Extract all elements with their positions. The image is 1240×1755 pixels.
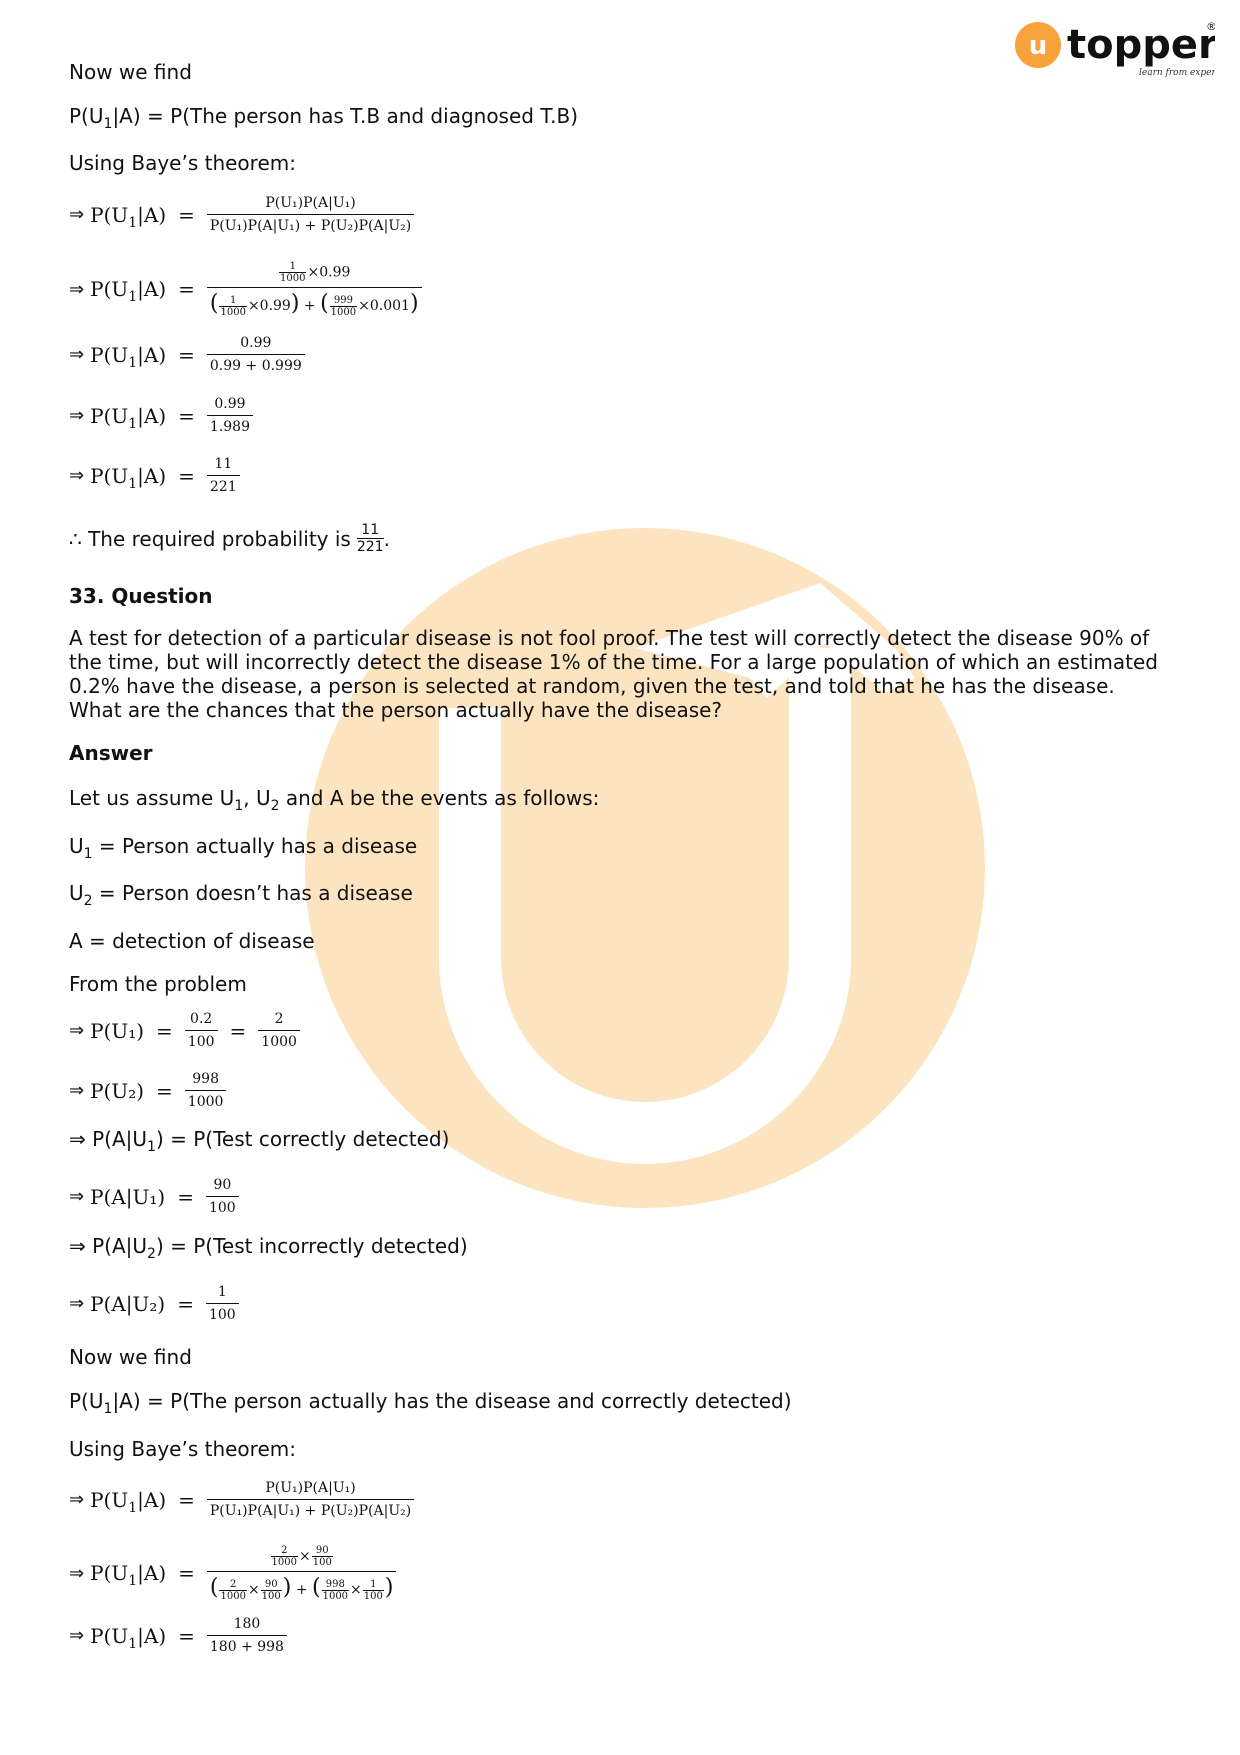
- fraction: [207, 396, 253, 435]
- def-lhs: P(U: [69, 104, 104, 128]
- implies-arrow: ⇒: [69, 344, 85, 365]
- equation-lhs: $P(U_1|A)$: [90, 1623, 167, 1652]
- a-definition: A = detection of disease: [69, 929, 315, 953]
- fraction: $\frac{90}{100}$: [206, 1177, 239, 1216]
- u2-definition: $U_2$ = Person doesn’t has a disease: [69, 881, 413, 909]
- fraction: $\frac{\text{P(U₁)P(A|U₁)}}{\text{P(U₁)P(A|U₁) + P(U₂)P(A|U₂)}}$: [207, 1480, 414, 1519]
- implies-arrow: ⇒: [69, 204, 85, 225]
- equation-lhs: P(A|U₁): [90, 1184, 166, 1209]
- denominator: ( $\frac{2}{1000}$ × $\frac{90}{100}$ ) + ( $\frac{998}{1000}$ × $\frac{1}{100}$ ): [207, 1571, 397, 1602]
- equation-lhs: $P(U_1|A)$: [90, 1561, 167, 1590]
- definition-line-2: $P(U_1|A) = P(The$ person actually has the disease and correctly detected): [69, 1389, 792, 1417]
- pau1-equation: ⇒ P(A|U₁) = $\frac{90}{100}$: [69, 1177, 239, 1216]
- u1-definition: $U_1$ = Person actually has a disease: [69, 834, 418, 862]
- fraction: $\frac{998}{1000}$: [185, 1071, 227, 1110]
- conclusion-text: ∴ The required probability is: [69, 526, 351, 551]
- question-heading: 33. Question: [69, 584, 213, 608]
- pau2-equation: ⇒ P(A|U₂) = $\frac{1}{100}$: [69, 1284, 239, 1323]
- fraction: $\frac{2}{1000}$: [258, 1011, 300, 1050]
- from-problem: From the problem: [69, 972, 247, 996]
- numerator: P(U₁)P(A|U₁): [265, 195, 356, 211]
- equation-lhs: $P(U_1|A)$: [90, 403, 167, 432]
- equation-4: [69, 396, 253, 435]
- equation-lhs: $P(U_1|A)$: [90, 202, 167, 231]
- fraction: $\frac{180}{180 + 998}$: [207, 1616, 287, 1655]
- fraction: [207, 335, 305, 374]
- equation-lhs: $P(U_1|A)$: [90, 277, 167, 306]
- bayes-equation-3: ⇒ $P(U_1|A)$ = $\frac{180}{180 + 998}$: [69, 1616, 287, 1655]
- svg-text:topper: topper: [1067, 22, 1215, 68]
- equals-sign: =: [178, 463, 195, 488]
- numerator: 0.99: [240, 335, 272, 351]
- equation-lhs: $P(U_1|A)$: [90, 1487, 167, 1516]
- fraction: $\frac{0.2}{100}$: [185, 1011, 218, 1050]
- denominator: ( $\frac{1}{1000}$ ×0.99) + ( $\frac{999}{1000}$ ×0.001): [207, 287, 422, 318]
- equals-sign: =: [178, 403, 195, 428]
- bayes-equation-2: ⇒ $P(U_1|A)$ = $\frac{2}{1000}$ × $\frac{90}{100}$ ( $\frac{2}{1000}$ × $\frac{90}{100}$ ) + ( $\frac{998}{1000}$ × $\frac{1}{100}$ ): [69, 1545, 396, 1602]
- implies-arrow: ⇒: [69, 278, 85, 300]
- fraction: $\frac{1}{100}$: [206, 1284, 239, 1323]
- bayes-equation-1: ⇒ $P(U_1|A)$ = $\frac{\text{P(U₁)P(A|U₁)}}{\text{P(U₁)P(A|U₁) + P(U₂)P(A|U₂)}}$: [69, 1480, 414, 1519]
- equation-lhs: $P(U_1|A)$: [90, 342, 167, 371]
- equals-sign: =: [178, 342, 195, 367]
- pau2-text: ⇒ $P(A|U_2)$ = P(Test incorrectly detected): [69, 1234, 468, 1262]
- equation-1: [69, 195, 414, 234]
- pu1-equation: ⇒ P(U₁) = $\frac{0.2}{100}$ = $\frac{2}{1000}$: [69, 1011, 300, 1050]
- question-text: A test for detection of a particular disease is not fool proof. The test will correctly detect the disease 90% of the time, but will incorrectly detect the disease 1% of the time. For a large population of which an estimated 0.2% have the disease, a person is selected at random, given the test, and told that he has the disease. What are the chances that the person actually have the disease?: [69, 626, 1158, 722]
- equals-sign: =: [178, 202, 195, 227]
- equation-5: [69, 456, 240, 495]
- svg-text:®: ®: [1206, 20, 1215, 33]
- numerator: 0.99: [214, 396, 246, 412]
- conclusion: ∴ The required probability is 11 221 .: [69, 522, 390, 555]
- equation-lhs: P(U₁): [90, 1018, 145, 1043]
- def-sub: 1: [103, 115, 113, 132]
- svg-text:learn from experts: learn from exper: [1139, 68, 1215, 78]
- bayes-heading: Using Baye’s theorem:: [69, 151, 296, 175]
- numerator: $\frac{2}{1000}$ × $\frac{90}{100}$: [271, 1545, 332, 1568]
- implies-arrow: ⇒: [69, 465, 85, 486]
- equals-sign: =: [178, 277, 195, 302]
- assumption-line: Let us assume $U_1$, $U_2$ and A be the events as follows:: [69, 786, 600, 814]
- topper-logo-mark: [1015, 18, 1215, 80]
- equation-lhs: P(U₂): [90, 1078, 145, 1103]
- pau1-text: ⇒ $P(A|U_1)$ = P(Test correctly detected): [69, 1127, 450, 1155]
- numerator: 11: [214, 456, 233, 472]
- denominator: P(U₁)P(A|U₁) + P(U₂)P(A|U₂): [207, 214, 414, 234]
- svg-text:u: u: [1028, 31, 1048, 61]
- denominator: 221: [207, 475, 240, 495]
- fraction: [207, 261, 422, 318]
- fraction: [207, 195, 414, 234]
- now-we-find: Now we find: [69, 60, 192, 84]
- denominator: 1.989: [207, 415, 253, 435]
- bayes-heading-2: Using Baye’s theorem:: [69, 1437, 296, 1461]
- pu2-equation: ⇒ P(U₂) = $\frac{998}{1000}$: [69, 1071, 226, 1110]
- numerator: $\frac{1}{1000}$ ×0.99: [280, 261, 351, 284]
- implies-arrow: ⇒: [69, 405, 85, 426]
- fraction: [207, 456, 240, 495]
- equation-lhs: $P(U_1|A)$: [90, 463, 167, 492]
- now-we-find-2: Now we find: [69, 1345, 192, 1369]
- definition-line: [69, 104, 579, 132]
- equation-3: [69, 335, 305, 374]
- fraction: [207, 1545, 397, 1602]
- equation-lhs: P(A|U₂): [90, 1291, 166, 1316]
- topper-logo: [1015, 18, 1215, 80]
- conclusion-fraction: 11 221: [356, 522, 384, 555]
- answer-heading: Answer: [69, 741, 153, 765]
- def-rest: |A) = P(The person has T.B and diagnosed T.B): [112, 104, 579, 128]
- denominator: 0.99 + 0.999: [207, 354, 305, 374]
- equation-2: [69, 261, 422, 318]
